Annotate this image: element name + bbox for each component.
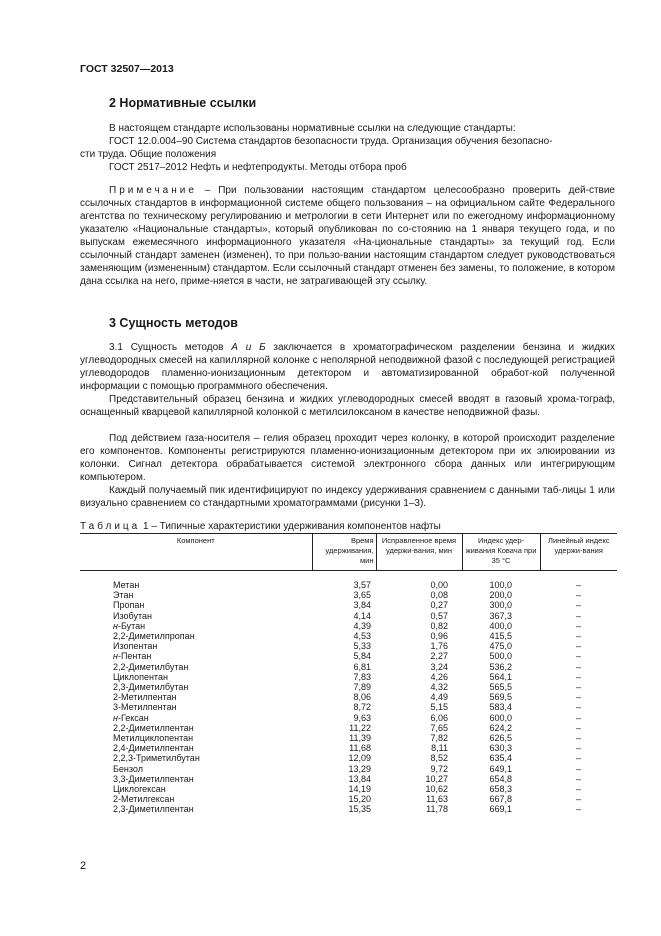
linear-index-cell: –: [575, 753, 581, 764]
linear-index-cell: –: [575, 590, 581, 601]
linear-index-cell: –: [575, 763, 581, 774]
component-cell: Циклопентан: [113, 671, 168, 682]
table-row: [80, 662, 617, 672]
corrected-time-cell: 11,63: [426, 794, 448, 805]
linear-index-cell: –: [575, 692, 581, 703]
section-3-paragraph-2: Представительный образец бензина и жидких углеводородных смесей вводят в газовый хрома-тограф, оснащенный кварцевой капиллярной колонкой с метилсилоксаном в качестве неподвижной фазы.: [80, 394, 615, 418]
kovats-index-cell: 569,5: [489, 692, 512, 703]
component-cell: Изобутан: [113, 610, 152, 621]
corrected-time-cell: 11,78: [426, 804, 448, 815]
corrected-time-cell: 10,27: [425, 773, 448, 784]
component-cell: 2,2-Диметилпропан: [113, 631, 195, 642]
corrected-time-cell: 5,15: [430, 702, 448, 713]
linear-index-cell: –: [575, 712, 581, 723]
retention-time-cell: 3,65: [353, 590, 371, 601]
kovats-index-cell: 500,0: [489, 651, 512, 662]
component-cell: Циклогексан: [113, 784, 166, 795]
kovats-index-cell: 624,2: [489, 722, 512, 733]
table-row: [80, 774, 617, 784]
corrected-time-cell: 7,82: [430, 733, 448, 744]
kovats-index-cell: 100,0: [489, 580, 512, 590]
retention-time-cell: 7,83: [353, 671, 371, 682]
table-row: [80, 621, 617, 631]
table-row: [80, 764, 617, 774]
kovats-index-cell: 536,2: [489, 661, 512, 672]
corrected-time-cell: 4,26: [430, 671, 448, 682]
table-row: [80, 611, 617, 621]
header-kovats-index: Индекс удер-живания Ковача при 35 °С: [462, 534, 540, 571]
table-row: [80, 794, 617, 804]
retention-time-cell: 8,72: [353, 702, 371, 713]
reference-1-line-1: ГОСТ 12.0.004–90 Система стандартов безопасности труда. Организация обучения безопасно-: [109, 136, 553, 147]
normal-prefix: н: [113, 620, 118, 631]
component-cell: Пропан: [113, 600, 145, 611]
kovats-index-cell: 635,4: [489, 753, 512, 764]
corrected-time-cell: 10,62: [425, 784, 448, 795]
header-retention-time: Время удерживания, мин: [312, 534, 376, 571]
kovats-index-cell: 564,1: [489, 671, 512, 682]
table-body: [80, 571, 617, 815]
retention-time-cell: 8,06: [353, 692, 371, 703]
retention-time-cell: 11,22: [349, 722, 371, 733]
linear-index-cell: –: [575, 682, 581, 693]
linear-index-cell: –: [575, 631, 581, 642]
retention-time-cell: 13,84: [348, 773, 371, 784]
corrected-time-cell: 8,11: [431, 743, 448, 754]
table-caption-label: Таблица: [80, 521, 141, 532]
linear-index-cell: –: [575, 580, 581, 590]
corrected-time-cell: 4,32: [430, 682, 448, 693]
linear-index-cell: –: [575, 804, 581, 815]
component-cell: Метан: [113, 580, 140, 590]
table-row: [80, 784, 617, 794]
component-cell: н-Бутан: [113, 620, 146, 631]
table-row: [80, 713, 617, 723]
table-row: [80, 651, 617, 661]
section-3-title: 3 Сущность методов: [109, 316, 238, 330]
kovats-index-cell: 626,5: [489, 733, 512, 744]
kovats-index-cell: 400,0: [489, 620, 512, 631]
normal-prefix: н: [113, 712, 118, 723]
kovats-index-cell: 649,1: [489, 763, 512, 774]
corrected-time-cell: 8,52: [430, 753, 448, 764]
linear-index-cell: –: [575, 651, 581, 662]
table-row: [80, 682, 617, 692]
retention-time-cell: 4,39: [353, 620, 371, 631]
table-row: [80, 753, 617, 763]
corrected-time-cell: 2,27: [430, 651, 448, 662]
retention-time-cell: 15,35: [348, 804, 371, 815]
component-cell: Бензол: [113, 763, 143, 774]
section-3-paragraph-1: [80, 341, 615, 393]
retention-time-cell: 11,68: [349, 743, 371, 754]
note-text: – При пользовании настоящим стандартом целесообразно проверить дей-ствие ссылочных стандартов в информационной системе общего пользования – на официальном сайте Федерального агентства по техническому регулированию и метрологии в сети Интернет или по ежегодному информационному указателю «Национальные стандарты», который опубликован по со-стоянию на 1 января текущего года, и по выпускам ежемесячного информационного указателя «На-циональные стандарты» за текущий год. Если ссылочный стандарт заменен (изменен), то при пользо-вании настоящим стандартом следует руководствоваться заменяющим (измененным) стандартом. Если ссылочный стандарт отменен без замены, то положение, в котором дана ссылка на него, приме-няется в части, не затрагивающей эту ссылку.: [80, 185, 615, 287]
component-cell: 2,3-Диметилбутан: [113, 682, 189, 693]
corrected-time-cell: 1,76: [430, 641, 448, 652]
retention-time-cell: 15,20: [348, 794, 371, 805]
linear-index-cell: –: [575, 722, 581, 733]
corrected-time-cell: 6,06: [430, 712, 448, 723]
section-2-title: 2 Нормативные ссылки: [109, 96, 257, 110]
corrected-time-cell: 0,57: [430, 610, 448, 621]
table-row: [80, 672, 617, 682]
note-label: Примечание: [109, 185, 197, 196]
table-header-row: [80, 534, 617, 571]
p1-and: и: [237, 342, 260, 353]
section-3-paragraph-3: Под действием газа-носителя – гелия образец проходит через колонку, в которой происходит разделение его компонентов. Компоненты регистрируются пламенно-ионизационным детектором при их элюировании из колонки. Сигнал детектора обрабатывается системой электронного сбора данных или интегрирующим компьютером.: [80, 433, 615, 483]
component-cell: 2-Метилгексан: [113, 794, 175, 805]
header-linear-index: Линейный индекс удержи-вания: [540, 534, 617, 571]
table-row: [80, 692, 617, 702]
table-row: [80, 702, 617, 712]
component-cell: Этан: [113, 590, 134, 601]
document-header: ГОСТ 32507—2013: [80, 63, 174, 75]
kovats-index-cell: 200,0: [489, 590, 512, 601]
component-cell: 2,2,3-Триметилбутан: [113, 753, 200, 764]
retention-time-cell: 6,81: [353, 661, 371, 672]
normal-prefix: н: [113, 651, 118, 662]
linear-index-cell: –: [575, 794, 581, 805]
retention-time-cell: 5,84: [353, 651, 371, 662]
component-cell: Метилциклопентан: [113, 733, 194, 744]
component-cell: 2-Метилпентан: [113, 692, 177, 703]
table-row: [80, 631, 617, 641]
retention-time-cell: 5,33: [353, 641, 371, 652]
kovats-index-cell: 654,8: [489, 773, 512, 784]
kovats-index-cell: 415,5: [489, 631, 512, 642]
table-row: [80, 733, 617, 743]
linear-index-cell: –: [575, 620, 581, 631]
kovats-index-cell: 300,0: [489, 600, 512, 611]
table-row: [80, 590, 617, 600]
kovats-index-cell: 475,0: [489, 641, 512, 652]
table-row: [80, 743, 617, 753]
corrected-time-cell: 0,00: [430, 580, 448, 590]
corrected-time-cell: 7,65: [430, 722, 448, 733]
p1-rest: заключается в хроматографическом разделении бензина и жидких углеводородных смесей на капиллярной колонке с неполярной неподвижной фазой с последующей регистрацией углеводородов пламенно-ионизационным детектором и автоматизированной обработ-кой полученной информации с помощью программного обеспечения.: [80, 342, 615, 392]
page-number: 2: [80, 860, 87, 872]
retention-time-cell: 4,53: [353, 631, 371, 642]
linear-index-cell: –: [575, 733, 581, 744]
retention-time-cell: 14,19: [348, 784, 371, 795]
linear-index-cell: –: [575, 610, 581, 621]
component-cell: 2,2-Диметилбутан: [113, 661, 189, 672]
linear-index-cell: –: [575, 702, 581, 713]
linear-index-cell: –: [575, 661, 581, 672]
section-3-paragraph-4: Каждый получаемый пик идентифицируют по индексу удерживания сравнением с данными таб-лицы 1 или визуально сравнением со стандартными хроматограммами (рисунки 1–3).: [80, 485, 615, 509]
reference-1-line-2: сти труда. Общие положения: [80, 149, 217, 160]
component-cell: 3,3-Диметилпентан: [113, 773, 194, 784]
linear-index-cell: –: [575, 600, 581, 611]
header-component: Компонент: [80, 534, 312, 571]
table-row: [80, 571, 617, 591]
component-cell: 3-Метилпентан: [113, 702, 177, 713]
note-paragraph: [80, 184, 615, 288]
kovats-index-cell: 583,4: [489, 702, 512, 713]
linear-index-cell: –: [575, 773, 581, 784]
table-caption-text: 1 – Типичные характеристики удерживания компонентов нафты: [140, 521, 441, 532]
method-b: Б: [259, 342, 266, 353]
header-corrected-time: Исправленное время удержи-вания, мин: [376, 534, 462, 571]
p1-start: 3.1 Сущность методов: [109, 342, 232, 353]
kovats-index-cell: 600,0: [489, 712, 512, 723]
retention-time-cell: 7,89: [353, 682, 371, 693]
retention-time-cell: 9,63: [353, 712, 371, 723]
retention-time-cell: 3,84: [353, 600, 371, 611]
linear-index-cell: –: [575, 784, 581, 795]
method-a: А: [231, 342, 238, 353]
retention-time-cell: 11,39: [349, 733, 371, 744]
component-cell: н-Пентан: [113, 651, 152, 662]
corrected-time-cell: 9,72: [430, 763, 448, 774]
reference-2: ГОСТ 2517–2012 Нефть и нефтепродукты. Методы отбора проб: [109, 162, 407, 173]
table-caption: [80, 521, 441, 532]
section-2-intro: В настоящем стандарте использованы нормативные ссылки на следующие стандарты:: [109, 123, 516, 134]
corrected-time-cell: 0,08: [430, 590, 448, 601]
corrected-time-cell: 3,24: [430, 661, 448, 672]
kovats-index-cell: 630,3: [489, 743, 512, 754]
table-row: [80, 804, 617, 814]
component-cell: 2,3-Диметилпентан: [113, 804, 194, 815]
retention-time-cell: 13,29: [348, 763, 371, 774]
linear-index-cell: –: [575, 671, 581, 682]
retention-time-cell: 4,14: [353, 610, 371, 621]
component-cell: 2,4-Диметилпентан: [113, 743, 194, 754]
corrected-time-cell: 4,49: [430, 692, 448, 703]
kovats-index-cell: 669,1: [489, 804, 512, 815]
component-cell: Изопентан: [113, 641, 158, 652]
corrected-time-cell: 0,96: [430, 631, 448, 642]
component-cell: 2,2-Диметилпентан: [113, 722, 194, 733]
kovats-index-cell: 667,8: [489, 794, 512, 805]
table-row: [80, 641, 617, 651]
table-row: [80, 600, 617, 610]
component-cell: н-Гексан: [113, 712, 149, 723]
corrected-time-cell: 0,82: [430, 620, 448, 631]
retention-table: [80, 533, 617, 815]
kovats-index-cell: 658,3: [489, 784, 512, 795]
retention-time-cell: 3,57: [353, 580, 371, 590]
retention-time-cell: 12,09: [348, 753, 371, 764]
linear-index-cell: –: [575, 743, 581, 754]
kovats-index-cell: 367,3: [489, 610, 512, 621]
linear-index-cell: –: [575, 641, 581, 652]
corrected-time-cell: 0,27: [430, 600, 448, 611]
kovats-index-cell: 565,5: [489, 682, 512, 693]
table-row: [80, 723, 617, 733]
